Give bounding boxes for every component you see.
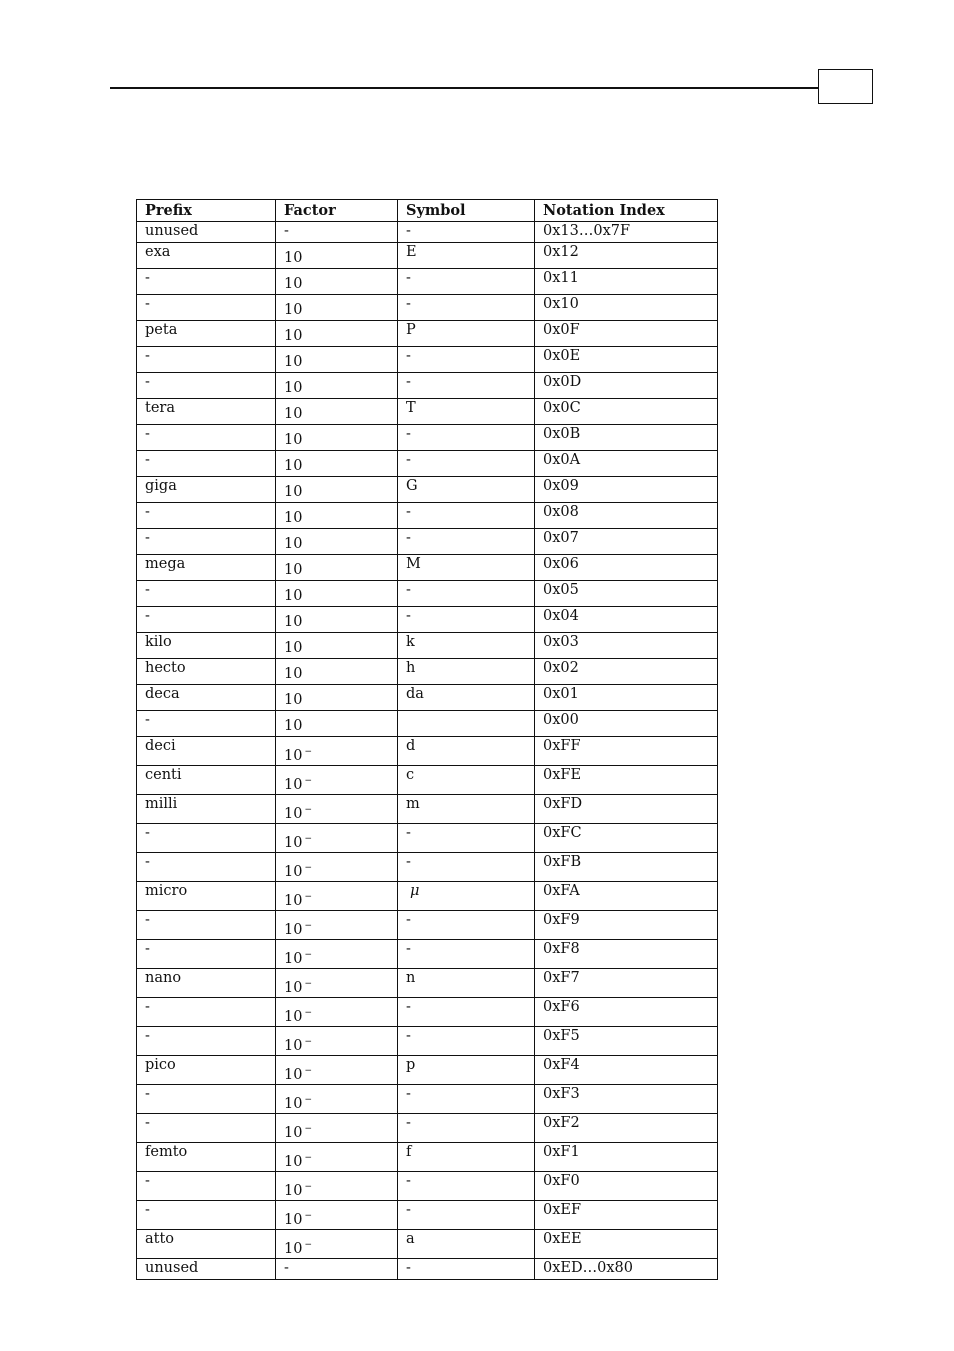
factor-base: 10 − bbox=[284, 1240, 312, 1257]
factor-exponent-mark: − bbox=[304, 1240, 312, 1250]
table-row bbox=[137, 1259, 718, 1280]
factor-exponent-mark: − bbox=[304, 834, 312, 844]
factor-base: 10 bbox=[284, 510, 303, 526]
cell-notation-index: 0x03 bbox=[535, 633, 718, 659]
cell-notation-index: 0xFB bbox=[535, 853, 718, 882]
cell-notation-index: 0x10 bbox=[535, 295, 718, 321]
cell-notation-index: 0x09 bbox=[535, 477, 718, 503]
cell-factor bbox=[276, 321, 398, 347]
cell-factor bbox=[276, 1114, 398, 1143]
cell-factor bbox=[276, 503, 398, 529]
cell-factor bbox=[276, 1085, 398, 1114]
cell-notation-index: 0xFC bbox=[535, 824, 718, 853]
table-row bbox=[137, 824, 718, 853]
cell-symbol: - bbox=[398, 1085, 535, 1114]
cell-symbol: P bbox=[398, 321, 535, 347]
factor-exponent-mark: − bbox=[304, 921, 312, 931]
cell-symbol: da bbox=[398, 685, 535, 711]
cell-notation-index: 0xFD bbox=[535, 795, 718, 824]
cell-notation-index: 0xED…0x80 bbox=[535, 1259, 718, 1280]
cell-symbol bbox=[398, 711, 535, 737]
cell-symbol: - bbox=[398, 853, 535, 882]
cell-notation-index: 0xEE bbox=[535, 1230, 718, 1259]
cell-symbol: E bbox=[398, 243, 535, 269]
table-row bbox=[137, 998, 718, 1027]
header-symbol: Symbol bbox=[398, 200, 535, 222]
factor-exponent-mark: − bbox=[304, 1153, 312, 1163]
cell-prefix: - bbox=[137, 581, 276, 607]
cell-notation-index: 0xFE bbox=[535, 766, 718, 795]
factor-exponent-mark: − bbox=[304, 1211, 312, 1221]
cell-prefix: - bbox=[137, 269, 276, 295]
cell-notation-index: 0xF7 bbox=[535, 969, 718, 998]
cell-symbol bbox=[398, 882, 535, 911]
table-row bbox=[137, 269, 718, 295]
cell-prefix: - bbox=[137, 373, 276, 399]
cell-symbol: G bbox=[398, 477, 535, 503]
cell-prefix: - bbox=[137, 1027, 276, 1056]
cell-factor bbox=[276, 882, 398, 911]
cell-prefix: atto bbox=[137, 1230, 276, 1259]
table-row bbox=[137, 607, 718, 633]
factor-base: - bbox=[284, 1260, 289, 1276]
cell-symbol: f bbox=[398, 1143, 535, 1172]
cell-notation-index: 0xF4 bbox=[535, 1056, 718, 1085]
cell-prefix: unused bbox=[137, 222, 276, 243]
table-row bbox=[137, 633, 718, 659]
cell-symbol: - bbox=[398, 1027, 535, 1056]
factor-base: 10 − bbox=[284, 776, 312, 793]
table-row bbox=[137, 555, 718, 581]
cell-factor bbox=[276, 795, 398, 824]
cell-notation-index: 0xFA bbox=[535, 882, 718, 911]
cell-notation-index: 0x11 bbox=[535, 269, 718, 295]
table-row bbox=[137, 1143, 718, 1172]
cell-notation-index: 0x0C bbox=[535, 399, 718, 425]
table-row bbox=[137, 477, 718, 503]
cell-notation-index: 0x13…0x7F bbox=[535, 222, 718, 243]
factor-exponent-mark: − bbox=[304, 1182, 312, 1192]
cell-prefix: pico bbox=[137, 1056, 276, 1085]
cell-notation-index: 0x0A bbox=[535, 451, 718, 477]
cell-symbol: - bbox=[398, 607, 535, 633]
factor-base: 10 bbox=[284, 536, 303, 552]
factor-base: 10 bbox=[284, 562, 303, 578]
table-row bbox=[137, 1056, 718, 1085]
cell-prefix: - bbox=[137, 1085, 276, 1114]
factor-base: 10 bbox=[284, 380, 303, 396]
factor-base: 10 bbox=[284, 718, 303, 734]
factor-exponent-mark: − bbox=[304, 979, 312, 989]
cell-notation-index: 0x0F bbox=[535, 321, 718, 347]
factor-base: 10 − bbox=[284, 892, 312, 909]
table-row bbox=[137, 243, 718, 269]
header-rule bbox=[110, 87, 819, 89]
table-body bbox=[137, 222, 718, 1280]
cell-factor bbox=[276, 425, 398, 451]
cell-factor bbox=[276, 1027, 398, 1056]
cell-factor bbox=[276, 222, 398, 243]
cell-symbol: - bbox=[398, 1259, 535, 1280]
mu-symbol: μ bbox=[410, 883, 420, 899]
cell-prefix: kilo bbox=[137, 633, 276, 659]
factor-base: 10 bbox=[284, 406, 303, 422]
factor-base: 10 bbox=[284, 328, 303, 344]
cell-notation-index: 0xF0 bbox=[535, 1172, 718, 1201]
table-row bbox=[137, 795, 718, 824]
cell-prefix: - bbox=[137, 853, 276, 882]
table-row bbox=[137, 711, 718, 737]
cell-notation-index: 0xF1 bbox=[535, 1143, 718, 1172]
cell-notation-index: 0x0B bbox=[535, 425, 718, 451]
cell-symbol: - bbox=[398, 1114, 535, 1143]
cell-symbol: c bbox=[398, 766, 535, 795]
factor-base: 10 − bbox=[284, 921, 312, 938]
table-row bbox=[137, 737, 718, 766]
table-row bbox=[137, 373, 718, 399]
table-row bbox=[137, 529, 718, 555]
table-row bbox=[137, 503, 718, 529]
cell-notation-index: 0xF2 bbox=[535, 1114, 718, 1143]
factor-base: 10 bbox=[284, 276, 303, 292]
factor-exponent-mark: − bbox=[304, 1008, 312, 1018]
table-row bbox=[137, 1114, 718, 1143]
cell-prefix: deca bbox=[137, 685, 276, 711]
table-row bbox=[137, 451, 718, 477]
table-row bbox=[137, 581, 718, 607]
cell-symbol: m bbox=[398, 795, 535, 824]
factor-base: 10 − bbox=[284, 834, 312, 851]
table-row bbox=[137, 425, 718, 451]
cell-symbol: - bbox=[398, 373, 535, 399]
cell-symbol: a bbox=[398, 1230, 535, 1259]
factor-base: 10 bbox=[284, 692, 303, 708]
cell-factor bbox=[276, 451, 398, 477]
cell-factor bbox=[276, 347, 398, 373]
cell-prefix: milli bbox=[137, 795, 276, 824]
factor-base: 10 bbox=[284, 458, 303, 474]
factor-base: 10 − bbox=[284, 747, 312, 764]
cell-factor bbox=[276, 1172, 398, 1201]
table-row bbox=[137, 1027, 718, 1056]
cell-prefix: - bbox=[137, 940, 276, 969]
cell-prefix: centi bbox=[137, 766, 276, 795]
cell-notation-index: 0x12 bbox=[535, 243, 718, 269]
table-row bbox=[137, 1201, 718, 1230]
table-row bbox=[137, 940, 718, 969]
table-row bbox=[137, 853, 718, 882]
factor-exponent-mark: − bbox=[304, 1095, 312, 1105]
factor-base: 10 − bbox=[284, 1153, 312, 1170]
cell-prefix: - bbox=[137, 607, 276, 633]
cell-prefix: - bbox=[137, 1172, 276, 1201]
cell-factor bbox=[276, 1056, 398, 1085]
cell-prefix: - bbox=[137, 425, 276, 451]
factor-base: 10 − bbox=[284, 1095, 312, 1112]
cell-symbol: M bbox=[398, 555, 535, 581]
cell-notation-index: 0xF5 bbox=[535, 1027, 718, 1056]
cell-prefix: - bbox=[137, 1201, 276, 1230]
cell-symbol: - bbox=[398, 295, 535, 321]
cell-prefix: exa bbox=[137, 243, 276, 269]
table-row bbox=[137, 399, 718, 425]
factor-base: 10 − bbox=[284, 863, 312, 880]
cell-factor bbox=[276, 477, 398, 503]
factor-base: 10 − bbox=[284, 1008, 312, 1025]
cell-notation-index: 0x05 bbox=[535, 581, 718, 607]
cell-factor bbox=[276, 1201, 398, 1230]
header-notation-index: Notation Index bbox=[535, 200, 718, 222]
cell-notation-index: 0xF6 bbox=[535, 998, 718, 1027]
factor-base: 10 bbox=[284, 588, 303, 604]
cell-symbol: T bbox=[398, 399, 535, 425]
factor-base: 10 − bbox=[284, 805, 312, 822]
cell-notation-index: 0x0E bbox=[535, 347, 718, 373]
table-row bbox=[137, 1230, 718, 1259]
table-row bbox=[137, 882, 718, 911]
cell-prefix: - bbox=[137, 711, 276, 737]
cell-symbol: - bbox=[398, 998, 535, 1027]
cell-factor bbox=[276, 607, 398, 633]
cell-notation-index: 0x06 bbox=[535, 555, 718, 581]
table-row bbox=[137, 222, 718, 243]
table-row bbox=[137, 1085, 718, 1114]
table-row bbox=[137, 766, 718, 795]
table-row bbox=[137, 347, 718, 373]
factor-exponent-mark: − bbox=[304, 776, 312, 786]
factor-base: 10 bbox=[284, 354, 303, 370]
table-row bbox=[137, 911, 718, 940]
table-row bbox=[137, 685, 718, 711]
cell-factor bbox=[276, 998, 398, 1027]
cell-prefix: - bbox=[137, 998, 276, 1027]
cell-prefix: mega bbox=[137, 555, 276, 581]
cell-prefix: deci bbox=[137, 737, 276, 766]
cell-symbol: h bbox=[398, 659, 535, 685]
cell-prefix: - bbox=[137, 347, 276, 373]
cell-factor bbox=[276, 581, 398, 607]
cell-prefix: micro bbox=[137, 882, 276, 911]
factor-base: 10 − bbox=[284, 1124, 312, 1141]
cell-symbol: - bbox=[398, 269, 535, 295]
cell-notation-index: 0xF8 bbox=[535, 940, 718, 969]
factor-base: 10 − bbox=[284, 950, 312, 967]
cell-notation-index: 0x00 bbox=[535, 711, 718, 737]
cell-prefix: - bbox=[137, 451, 276, 477]
cell-notation-index: 0x08 bbox=[535, 503, 718, 529]
cell-factor bbox=[276, 555, 398, 581]
cell-notation-index: 0x04 bbox=[535, 607, 718, 633]
cell-notation-index: 0x0D bbox=[535, 373, 718, 399]
cell-factor bbox=[276, 633, 398, 659]
factor-exponent-mark: − bbox=[304, 892, 312, 902]
cell-factor bbox=[276, 295, 398, 321]
factor-exponent-mark: − bbox=[304, 950, 312, 960]
page-number-box bbox=[818, 69, 873, 104]
cell-factor bbox=[276, 766, 398, 795]
cell-factor bbox=[276, 1143, 398, 1172]
cell-symbol: - bbox=[398, 347, 535, 373]
factor-exponent-mark: − bbox=[304, 1066, 312, 1076]
cell-prefix: nano bbox=[137, 969, 276, 998]
cell-symbol: - bbox=[398, 1172, 535, 1201]
cell-factor bbox=[276, 737, 398, 766]
cell-notation-index: 0xF9 bbox=[535, 911, 718, 940]
factor-exponent-mark: − bbox=[304, 863, 312, 873]
cell-symbol: d bbox=[398, 737, 535, 766]
cell-symbol: n bbox=[398, 969, 535, 998]
cell-factor bbox=[276, 243, 398, 269]
table-row bbox=[137, 1172, 718, 1201]
header-prefix: Prefix bbox=[137, 200, 276, 222]
cell-prefix: tera bbox=[137, 399, 276, 425]
factor-exponent-mark: − bbox=[304, 1037, 312, 1047]
cell-prefix: - bbox=[137, 529, 276, 555]
factor-base: 10 − bbox=[284, 979, 312, 996]
cell-factor bbox=[276, 1230, 398, 1259]
cell-symbol: - bbox=[398, 503, 535, 529]
factor-exponent-mark: − bbox=[304, 805, 312, 815]
table-row bbox=[137, 659, 718, 685]
cell-symbol: - bbox=[398, 451, 535, 477]
factor-exponent-mark: − bbox=[304, 747, 312, 757]
table-header-row bbox=[137, 200, 718, 222]
cell-factor bbox=[276, 373, 398, 399]
factor-base: 10 bbox=[284, 614, 303, 630]
cell-factor bbox=[276, 824, 398, 853]
cell-prefix: hecto bbox=[137, 659, 276, 685]
cell-notation-index: 0xFF bbox=[535, 737, 718, 766]
cell-symbol: - bbox=[398, 529, 535, 555]
factor-base: - bbox=[284, 223, 289, 239]
cell-symbol: - bbox=[398, 1201, 535, 1230]
cell-factor bbox=[276, 711, 398, 737]
cell-symbol: - bbox=[398, 425, 535, 451]
cell-factor bbox=[276, 399, 398, 425]
prefix-table bbox=[136, 199, 718, 1280]
table-row bbox=[137, 321, 718, 347]
cell-prefix: femto bbox=[137, 1143, 276, 1172]
table-row bbox=[137, 969, 718, 998]
cell-factor bbox=[276, 659, 398, 685]
cell-symbol: - bbox=[398, 911, 535, 940]
cell-symbol: - bbox=[398, 222, 535, 243]
factor-exponent-mark: − bbox=[304, 1124, 312, 1134]
cell-factor bbox=[276, 529, 398, 555]
cell-prefix: - bbox=[137, 295, 276, 321]
cell-prefix: - bbox=[137, 1114, 276, 1143]
factor-base: 10 bbox=[284, 666, 303, 682]
header-factor: Factor bbox=[276, 200, 398, 222]
factor-base: 10 bbox=[284, 432, 303, 448]
cell-symbol: - bbox=[398, 940, 535, 969]
factor-base: 10 bbox=[284, 640, 303, 656]
factor-base: 10 − bbox=[284, 1182, 312, 1199]
cell-factor bbox=[276, 853, 398, 882]
factor-base: 10 − bbox=[284, 1037, 312, 1054]
cell-notation-index: 0x07 bbox=[535, 529, 718, 555]
cell-factor bbox=[276, 269, 398, 295]
cell-symbol: - bbox=[398, 824, 535, 853]
cell-symbol: - bbox=[398, 581, 535, 607]
factor-base: 10 bbox=[284, 484, 303, 500]
factor-base: 10 bbox=[284, 250, 303, 266]
cell-prefix: unused bbox=[137, 1259, 276, 1280]
cell-factor bbox=[276, 911, 398, 940]
cell-prefix: peta bbox=[137, 321, 276, 347]
cell-factor bbox=[276, 940, 398, 969]
cell-prefix: - bbox=[137, 824, 276, 853]
factor-base: 10 bbox=[284, 302, 303, 318]
factor-base: 10 − bbox=[284, 1066, 312, 1083]
cell-factor bbox=[276, 969, 398, 998]
cell-factor bbox=[276, 1259, 398, 1280]
table-row bbox=[137, 295, 718, 321]
cell-prefix: giga bbox=[137, 477, 276, 503]
cell-notation-index: 0xF3 bbox=[535, 1085, 718, 1114]
cell-symbol: k bbox=[398, 633, 535, 659]
cell-prefix: - bbox=[137, 503, 276, 529]
cell-factor bbox=[276, 685, 398, 711]
factor-base: 10 − bbox=[284, 1211, 312, 1228]
cell-prefix: - bbox=[137, 911, 276, 940]
cell-notation-index: 0xEF bbox=[535, 1201, 718, 1230]
cell-symbol: p bbox=[398, 1056, 535, 1085]
cell-notation-index: 0x01 bbox=[535, 685, 718, 711]
cell-notation-index: 0x02 bbox=[535, 659, 718, 685]
